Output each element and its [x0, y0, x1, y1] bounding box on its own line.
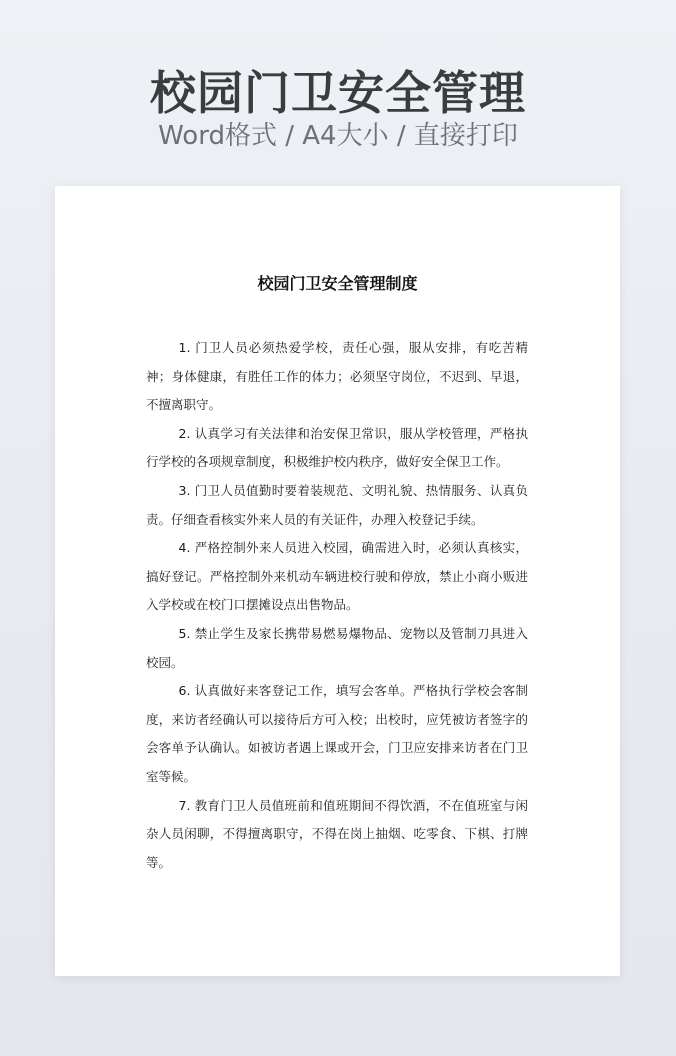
page-subtitle: Word格式 / A4大小 / 直接打印: [158, 121, 518, 151]
document-page: [55, 186, 620, 976]
clause-7: 7. 教育门卫人员值班前和值班期间不得饮酒，不在值班室与闲杂人员闲聊，不得擅离职守，不得在岗上抽烟、吃零食、下棋、打牌等。: [146, 797, 528, 870]
clause-6: 6. 认真做好来客登记工作，填写会客单。严格执行学校会客制度，来访者经确认可以接待后方可入校；出校时，应凭被访者签字的会客单予认确认。如被访者遇上课或开会，门卫应安排来访者在门卫室等候。: [146, 683, 528, 784]
clause-4: 4. 严格控制外来人员进入校园，确需进入时，必须认真核实，搞好登记。严格控制外来机动车辆进校行驶和停放，禁止小商小贩进入学校或在校门口摆摊设点出售物品。: [146, 540, 528, 613]
clause-5: 5. 禁止学生及家长携带易燃易爆物品、宠物以及管制刀具进入校园。: [146, 625, 528, 670]
clause-3: 3. 门卫人员值勤时要着装规范、文明礼貌、热情服务、认真负责。仔细查看核实外来人员的有关证件，办理入校登记手续。: [146, 482, 528, 527]
document-body: [146, 334, 528, 877]
document-title: 校园门卫安全管理制度: [257, 274, 418, 293]
clause-1: 1. 门卫人员必须热爱学校，责任心强，服从安排，有吃苦精神；身体健康，有胜任工作的体力；必须坚守岗位，不迟到、早退，不擅离职守。: [146, 340, 528, 413]
page-title: 校园门卫安全管理: [150, 66, 526, 120]
clause-2: 2. 认真学习有关法律和治安保卫常识，服从学校管理，严格执行学校的各项规章制度，积极维护校内秩序，做好安全保卫工作。: [146, 425, 528, 470]
